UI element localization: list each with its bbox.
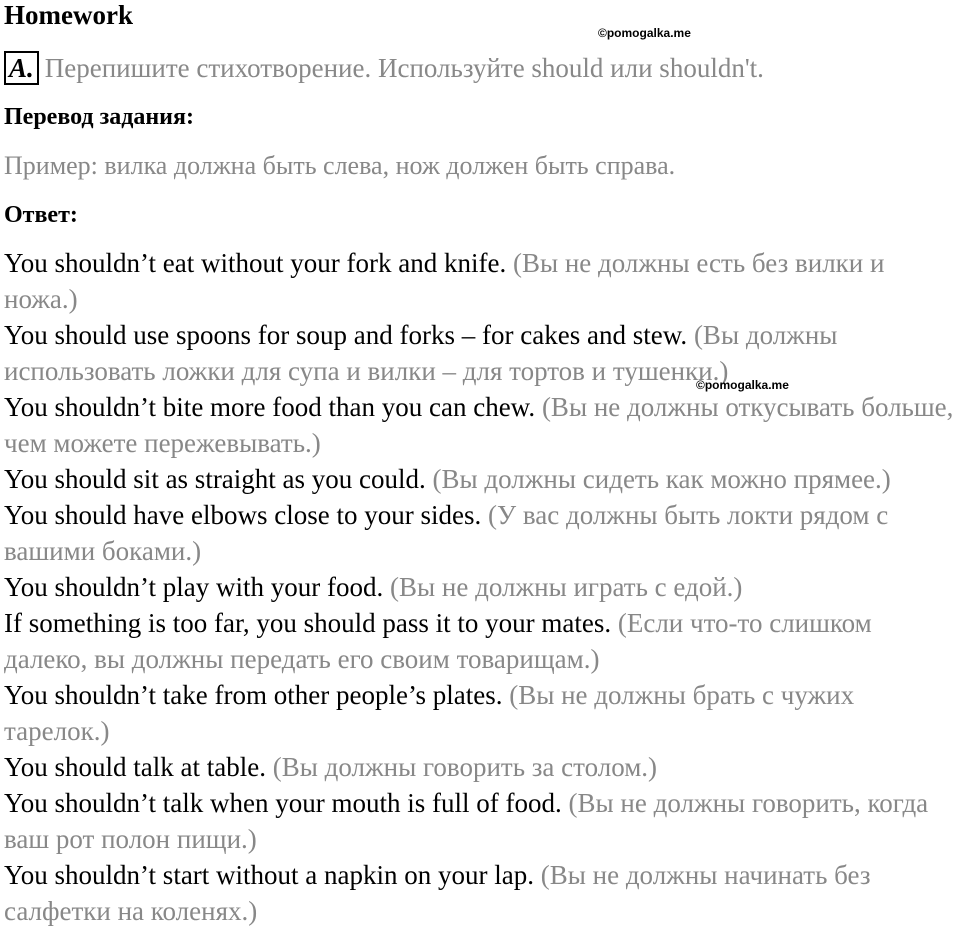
answer-english: You shouldn’t take from other people’s plates. xyxy=(4,680,503,710)
answer-russian: (Вы не должны начинать без салфетки на коленях.) xyxy=(4,860,871,926)
answer-english: You shouldn’t start without a napkin on your lap. xyxy=(4,860,534,890)
answer-item xyxy=(4,317,956,389)
answer-item xyxy=(4,677,956,749)
answer-english: You should have elbows close to your sides. xyxy=(4,500,482,530)
translation-heading: Перевод задания: xyxy=(4,104,194,130)
answer-item xyxy=(4,749,956,785)
answer-english: You shouldn’t play with your food. xyxy=(4,572,384,602)
answer-item xyxy=(4,461,956,497)
answer-russian: (Вы не должны откусывать больше, чем можете пережевывать.) xyxy=(4,392,954,458)
answer-english: You should sit as straight as you could. xyxy=(4,464,426,494)
answer-russian: (Вы не должны говорить, когда ваш рот полон пищи.) xyxy=(4,788,929,854)
answer-russian: (Вы должны сидеть как можно прямее.) xyxy=(432,464,891,494)
answer-item xyxy=(4,569,956,605)
watermark-middle: ©pomogalka.me xyxy=(696,378,789,392)
answer-item xyxy=(4,785,956,857)
answer-russian: (Вы должны использовать ложки для супа и вилки – для тортов и тушенки.) xyxy=(4,320,838,386)
answer-russian: (У вас должны быть локти рядом с вашими боками.) xyxy=(4,500,889,566)
answer-item xyxy=(4,605,956,677)
task-text: Перепишите стихотворение. Используйте should или shouldn't. xyxy=(44,53,764,83)
answer-list xyxy=(4,245,956,929)
answer-item xyxy=(4,497,956,569)
task-letter-badge: A. xyxy=(4,51,39,85)
answer-russian: (Если что-то слишком далеко, вы должны передать его своим товарищам.) xyxy=(4,608,872,674)
answer-english: You should use spoons for soup and forks – for cakes and stew. xyxy=(4,320,688,350)
answer-english: If something is too far, you should pass it to your mates. xyxy=(4,608,612,638)
example-text: Пример: вилка должна быть слева, нож должен быть справа. xyxy=(4,151,676,180)
answer-russian: (Вы не должны играть с едой.) xyxy=(390,572,743,602)
watermark-top: ©pomogalka.me xyxy=(598,26,691,40)
answer-item xyxy=(4,245,956,317)
answer-english: You should talk at table. xyxy=(4,752,266,782)
answer-russian: (Вы должны говорить за столом.) xyxy=(272,752,658,782)
answer-russian: (Вы не должны брать с чужих тарелок.) xyxy=(4,680,855,746)
answer-english: You shouldn’t talk when your mouth is full of food. xyxy=(4,788,562,818)
answer-item xyxy=(4,857,956,929)
answer-russian: (Вы не должны есть без вилки и ножа.) xyxy=(4,248,885,314)
answer-english: You shouldn’t eat without your fork and knife. xyxy=(4,248,507,278)
task-instruction xyxy=(4,50,764,86)
answer-heading: Ответ: xyxy=(4,202,78,228)
answer-english: You shouldn’t bite more food than you can chew. xyxy=(4,392,536,422)
answer-item xyxy=(4,389,956,461)
page-title: Homework xyxy=(4,0,133,30)
